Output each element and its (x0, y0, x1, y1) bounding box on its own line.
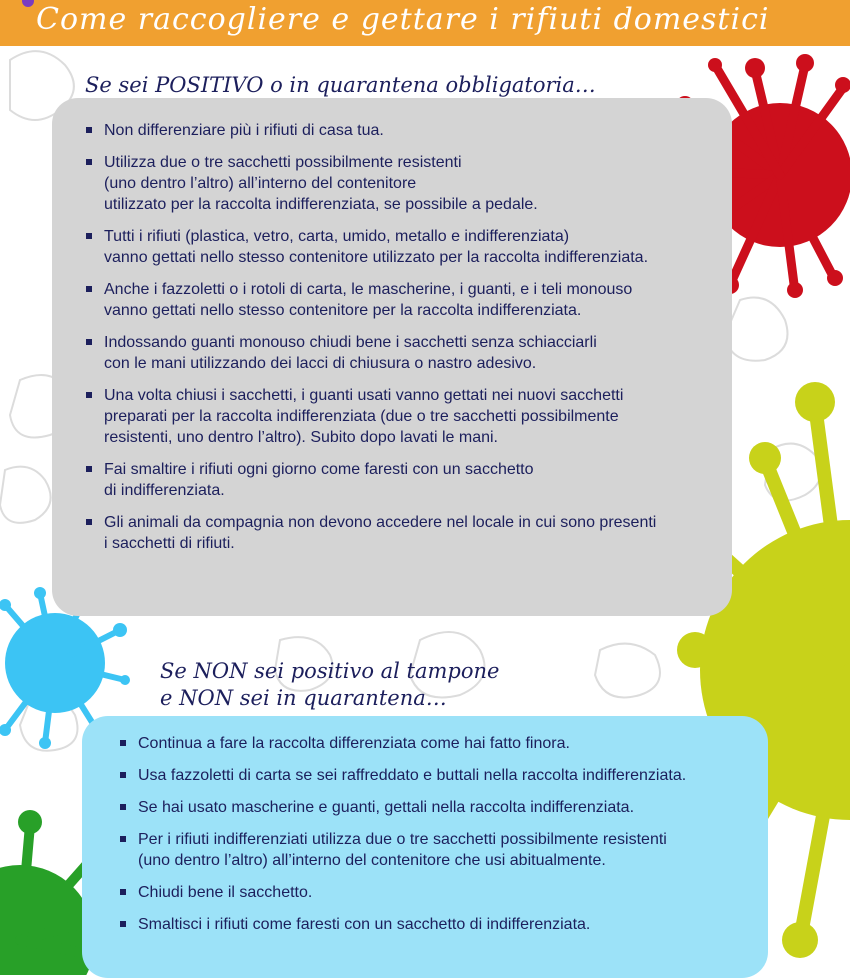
page-title: Come raccogliere e gettare i rifiuti domestici (36, 2, 770, 37)
list-item: Usa fazzoletti di carta se sei raffreddato e buttali nella raccolta indifferenziata. (120, 765, 760, 786)
list-item: Indossando guanti monouso chiudi bene i sacchetti senza schiacciarli con le mani utilizzando dei lacci di chiusura o nastro adesivo. (86, 332, 726, 374)
list-item: Se hai usato mascherine e guanti, gettali nella raccolta indifferenziata. (120, 797, 760, 818)
list-item: Tutti i rifiuti (plastica, vetro, carta, umido, metallo e indifferenziata) vanno gettati nello stesso contenitore utilizzato per la raccolta indifferenziata. (86, 226, 726, 268)
list-item: Chiudi bene il sacchetto. (120, 882, 760, 903)
negative-section-title-line2: e NON sei in quarantena… (160, 686, 447, 710)
header-bar (0, 0, 850, 46)
list-item: Non differenziare più i rifiuti di casa tua. (86, 120, 726, 141)
list-item: Gli animali da compagnia non devono accedere nel locale in cui sono presenti i sacchetti di rifiuti. (86, 512, 726, 554)
decorative-dot (22, 0, 34, 7)
negative-section-title-line1: Se NON sei positivo al tampone (160, 659, 500, 683)
list-item: Fai smaltire i rifiuti ogni giorno come faresti con un sacchetto di indifferenziata. (86, 459, 726, 501)
list-item: Anche i fazzoletti o i rotoli di carta, le mascherine, i guanti, e i teli monouso vanno gettati nello stesso contenitore per la raccolta indifferenziata. (86, 279, 726, 321)
list-item: Continua a fare la raccolta differenziata come hai fatto finora. (120, 733, 760, 754)
negative-instructions-list (120, 733, 760, 946)
list-item: Smaltisci i rifiuti come faresti con un sacchetto di indifferenziata. (120, 914, 760, 935)
positive-instructions-list (86, 120, 726, 565)
list-item: Una volta chiusi i sacchetti, i guanti usati vanno gettati nei nuovi sacchetti preparati per la raccolta indifferenziata (due o tre sacchetti possibilmente resistenti, uno dentro l’altro). Subito dopo lavati le mani. (86, 385, 726, 448)
list-item: Utilizza due o tre sacchetti possibilmente resistenti (uno dentro l’altro) all’interno del contenitore utilizzato per la raccolta indifferenziata, se possibile a pedale. (86, 152, 726, 215)
positive-section-title: Se sei POSITIVO o in quarantena obbligatoria… (85, 73, 596, 97)
list-item: Per i rifiuti indifferenziati utilizza due o tre sacchetti possibilmente resistenti (uno dentro l’altro) all’interno del contenitore che usi abitualmente. (120, 829, 760, 871)
